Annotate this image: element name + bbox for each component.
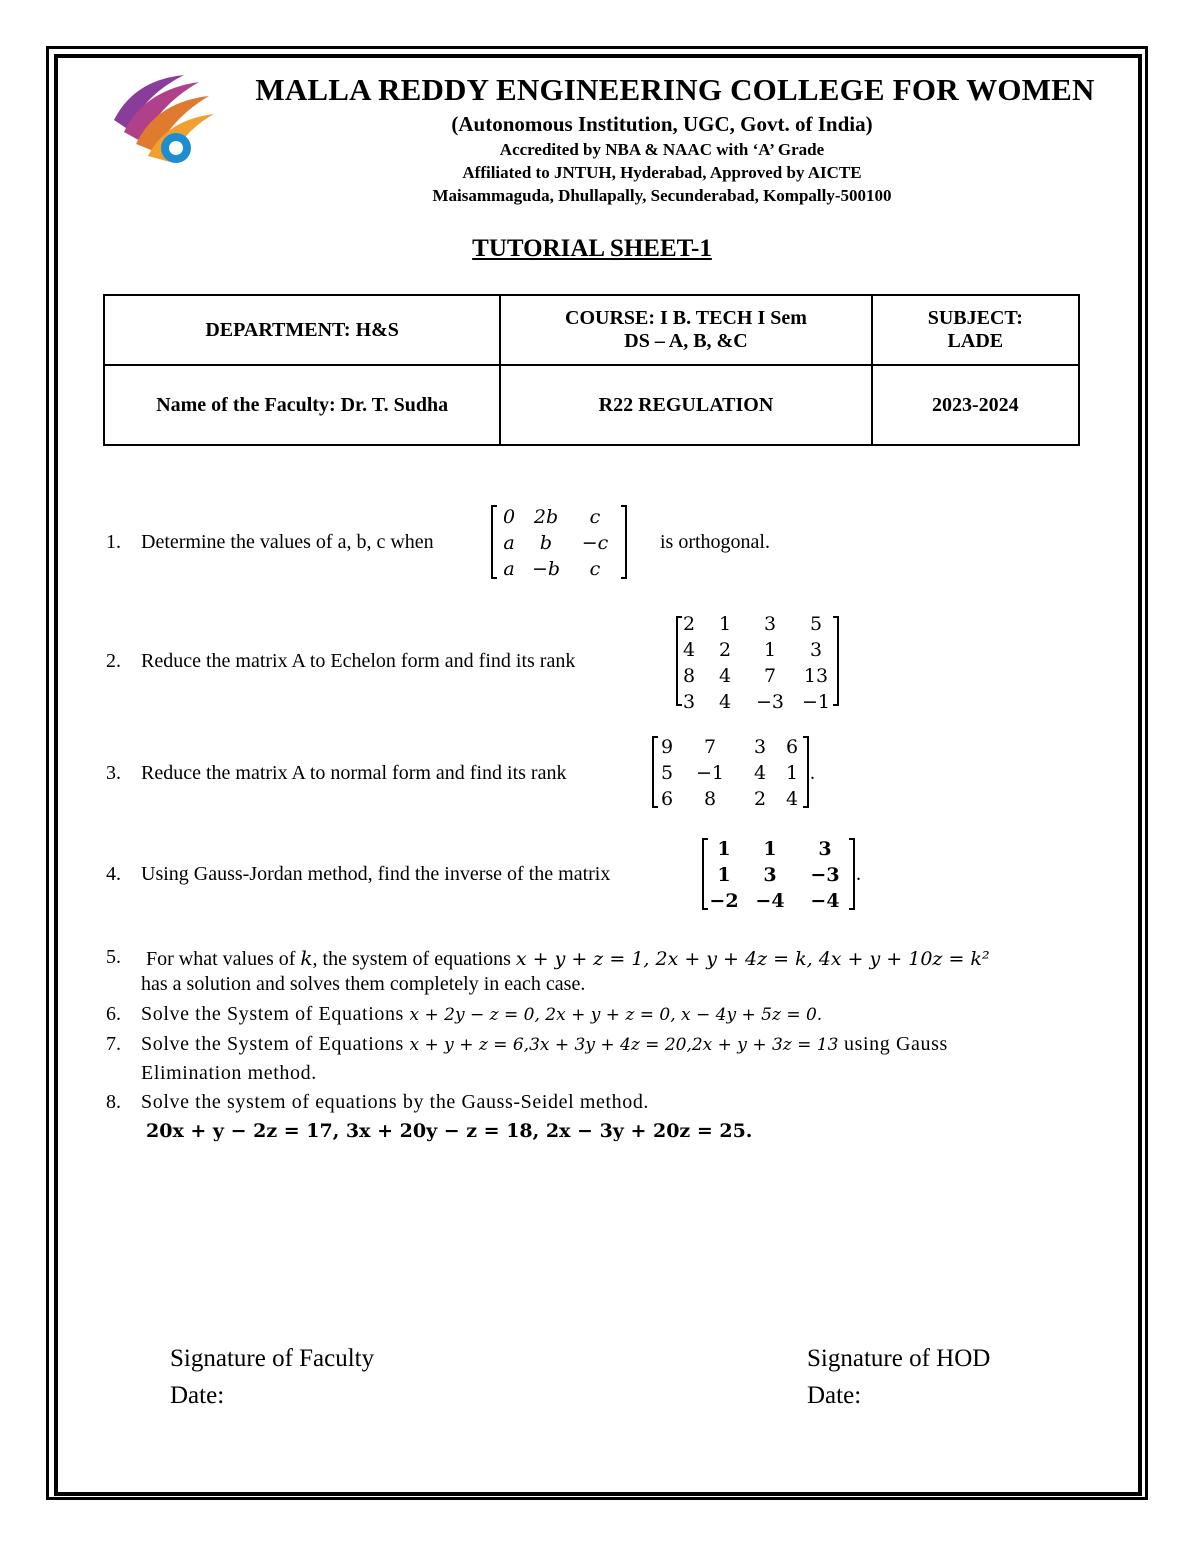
question-5-line1 — [146, 946, 990, 971]
signature-faculty: Signature of Faculty — [170, 1345, 375, 1372]
course-line2: DS – A, B, &C — [624, 330, 748, 352]
q7-text-after: using Gauss — [844, 1033, 948, 1055]
matrix-cell: 1 — [717, 864, 731, 886]
matrix-cell: 1 — [785, 762, 799, 784]
question-1-text: Determine the values of a, b, c when — [141, 531, 434, 553]
matrix-cell: 5 — [660, 762, 674, 784]
question-7-number: 7. — [106, 1033, 121, 1055]
q5-text-b: , the system of equations — [312, 948, 511, 970]
info-table — [103, 294, 1080, 446]
matrix-cell: 3 — [818, 838, 832, 860]
question-5-line2: has a solution and solves them completely in each case. — [141, 973, 586, 995]
address: Maisammaguda, Dhullapally, Secunderabad, Kompally-500100 — [432, 186, 892, 205]
question-4-text: Using Gauss-Jordan method, find the inverse of the matrix — [141, 863, 611, 885]
question-4-matrix — [706, 836, 852, 914]
matrix-cell: −3 — [755, 691, 784, 713]
matrix-cell: 3 — [763, 613, 777, 635]
question-6-number: 6. — [106, 1003, 121, 1025]
matrix-cell: 7 — [763, 665, 777, 687]
matrix-cell: 3 — [753, 736, 767, 758]
matrix-cell: a — [503, 532, 515, 554]
subject-line2: LADE — [947, 330, 1004, 352]
matrix-cell: c — [589, 558, 601, 580]
question-8-equations: 20x + y − 2z = 17, 3x + 20y − z = 18, 2x − 3y + 20z = 25. — [146, 1120, 753, 1142]
matrix-cell: 8 — [682, 665, 696, 687]
sheet-title: TUTORIAL SHEET-1 — [472, 235, 712, 262]
matrix-cell: 3 — [682, 691, 696, 713]
question-4-suffix: . — [856, 863, 861, 885]
matrix-cell: 9 — [660, 736, 674, 758]
q7-text: Solve the System of Equations — [141, 1033, 404, 1055]
question-3-matrix — [656, 734, 806, 812]
signature-hod: Signature of HOD — [807, 1345, 991, 1372]
matrix-cell: −4 — [810, 890, 840, 912]
question-2-number: 2. — [106, 650, 121, 672]
matrix-cell: 6 — [660, 788, 674, 810]
matrix-cell: 4 — [682, 639, 696, 661]
matrix-cell: 3 — [763, 864, 777, 886]
matrix-cell: 2 — [753, 788, 767, 810]
matrix-cell: −b — [531, 558, 561, 580]
question-6-line — [141, 1003, 822, 1026]
department-cell: DEPARTMENT: H&S — [104, 295, 500, 365]
matrix-cell: 2 — [682, 613, 696, 635]
matrix-cell: 5 — [809, 613, 823, 635]
question-4-number: 4. — [106, 863, 121, 885]
matrix-cell: 1 — [763, 838, 777, 860]
matrix-cell: −c — [581, 532, 609, 554]
q6-equations: x + 2y − z = 0, 2x + y + z = 0, x − 4y + 5z = 0. — [409, 1005, 823, 1025]
matrix-cell: 7 — [703, 736, 717, 758]
matrix-cell: 2 — [718, 639, 732, 661]
matrix-cell: 4 — [718, 691, 732, 713]
question-3-text: Reduce the matrix A to normal form and find its rank — [141, 762, 567, 784]
faculty-cell: Name of the Faculty: Dr. T. Sudha — [104, 365, 500, 445]
affiliation: Affiliated to JNTUH, Hyderabad, Approved by AICTE — [462, 163, 862, 182]
college-name: MALLA REDDY ENGINEERING COLLEGE FOR WOMEN — [255, 72, 1095, 107]
matrix-cell: 6 — [785, 736, 799, 758]
matrix-cell: −4 — [755, 890, 785, 912]
question-1-text-after: is orthogonal. — [660, 531, 770, 553]
matrix-cell: 3 — [809, 639, 823, 661]
question-8-text: Solve the system of equations by the Gauss-Seidel method. — [141, 1091, 650, 1113]
matrix-cell: 8 — [703, 788, 717, 810]
regulation-cell: R22 REGULATION — [500, 365, 871, 445]
matrix-cell: 1 — [763, 639, 777, 661]
matrix-cell: −1 — [695, 762, 724, 784]
matrix-cell: 2b — [533, 506, 559, 528]
matrix-cell: a — [503, 558, 515, 580]
institution-status: (Autonomous Institution, UGC, Govt. of India) — [451, 112, 873, 136]
matrix-cell: 4 — [785, 788, 799, 810]
q2-matrix-right-bracket — [833, 616, 839, 706]
q6-text: Solve the System of Equations — [141, 1003, 404, 1025]
question-7-line2: Elimination method. — [141, 1062, 317, 1084]
q1-matrix-right-bracket — [621, 505, 627, 579]
question-3-number: 3. — [106, 762, 121, 784]
q5-equations: x + y + z = 1, 2x + y + 4z = k, 4x + y + 10z = k² — [515, 948, 990, 970]
matrix-cell: −1 — [801, 691, 830, 713]
matrix-cell: 1 — [717, 838, 731, 860]
subject-cell — [872, 295, 1079, 365]
matrix-cell: −2 — [709, 890, 739, 912]
matrix-cell: c — [589, 506, 601, 528]
year-cell: 2023-2024 — [872, 365, 1079, 445]
q5-text-a: For what values of — [146, 948, 296, 970]
matrix-cell: 4 — [718, 665, 732, 687]
accreditation: Accredited by NBA & NAAC with ‘A’ Grade — [499, 140, 825, 159]
q7-equations: x + y + z = 6,3x + 3y + 4z = 20,2x + y + 3z = 13 — [409, 1035, 839, 1055]
matrix-cell: 0 — [502, 506, 516, 528]
question-2-matrix — [678, 611, 842, 715]
question-5-number: 5. — [106, 946, 121, 968]
matrix-cell: −3 — [810, 864, 840, 886]
matrix-cell: 1 — [718, 613, 732, 635]
matrix-cell: 13 — [803, 665, 829, 687]
matrix-cell: b — [539, 532, 553, 554]
date-left: Date: — [170, 1382, 225, 1409]
question-8-number: 8. — [106, 1091, 121, 1113]
matrix-cell: 4 — [753, 762, 767, 784]
question-2-text: Reduce the matrix A to Echelon form and find its rank — [141, 650, 576, 672]
question-1-number: 1. — [106, 531, 121, 553]
course-cell — [500, 295, 871, 365]
question-3-suffix: . — [810, 762, 815, 784]
q5-k: k — [300, 946, 313, 970]
date-right: Date: — [807, 1382, 862, 1409]
question-1-matrix — [496, 504, 620, 582]
subject-line1: SUBJECT: — [927, 307, 1023, 329]
college-logo — [104, 70, 216, 170]
question-7-line1 — [141, 1033, 948, 1056]
course-line1: COURSE: I B. TECH I Sem — [565, 307, 807, 329]
q4-matrix-right-bracket — [849, 838, 855, 910]
q3-matrix-right-bracket — [803, 736, 809, 808]
